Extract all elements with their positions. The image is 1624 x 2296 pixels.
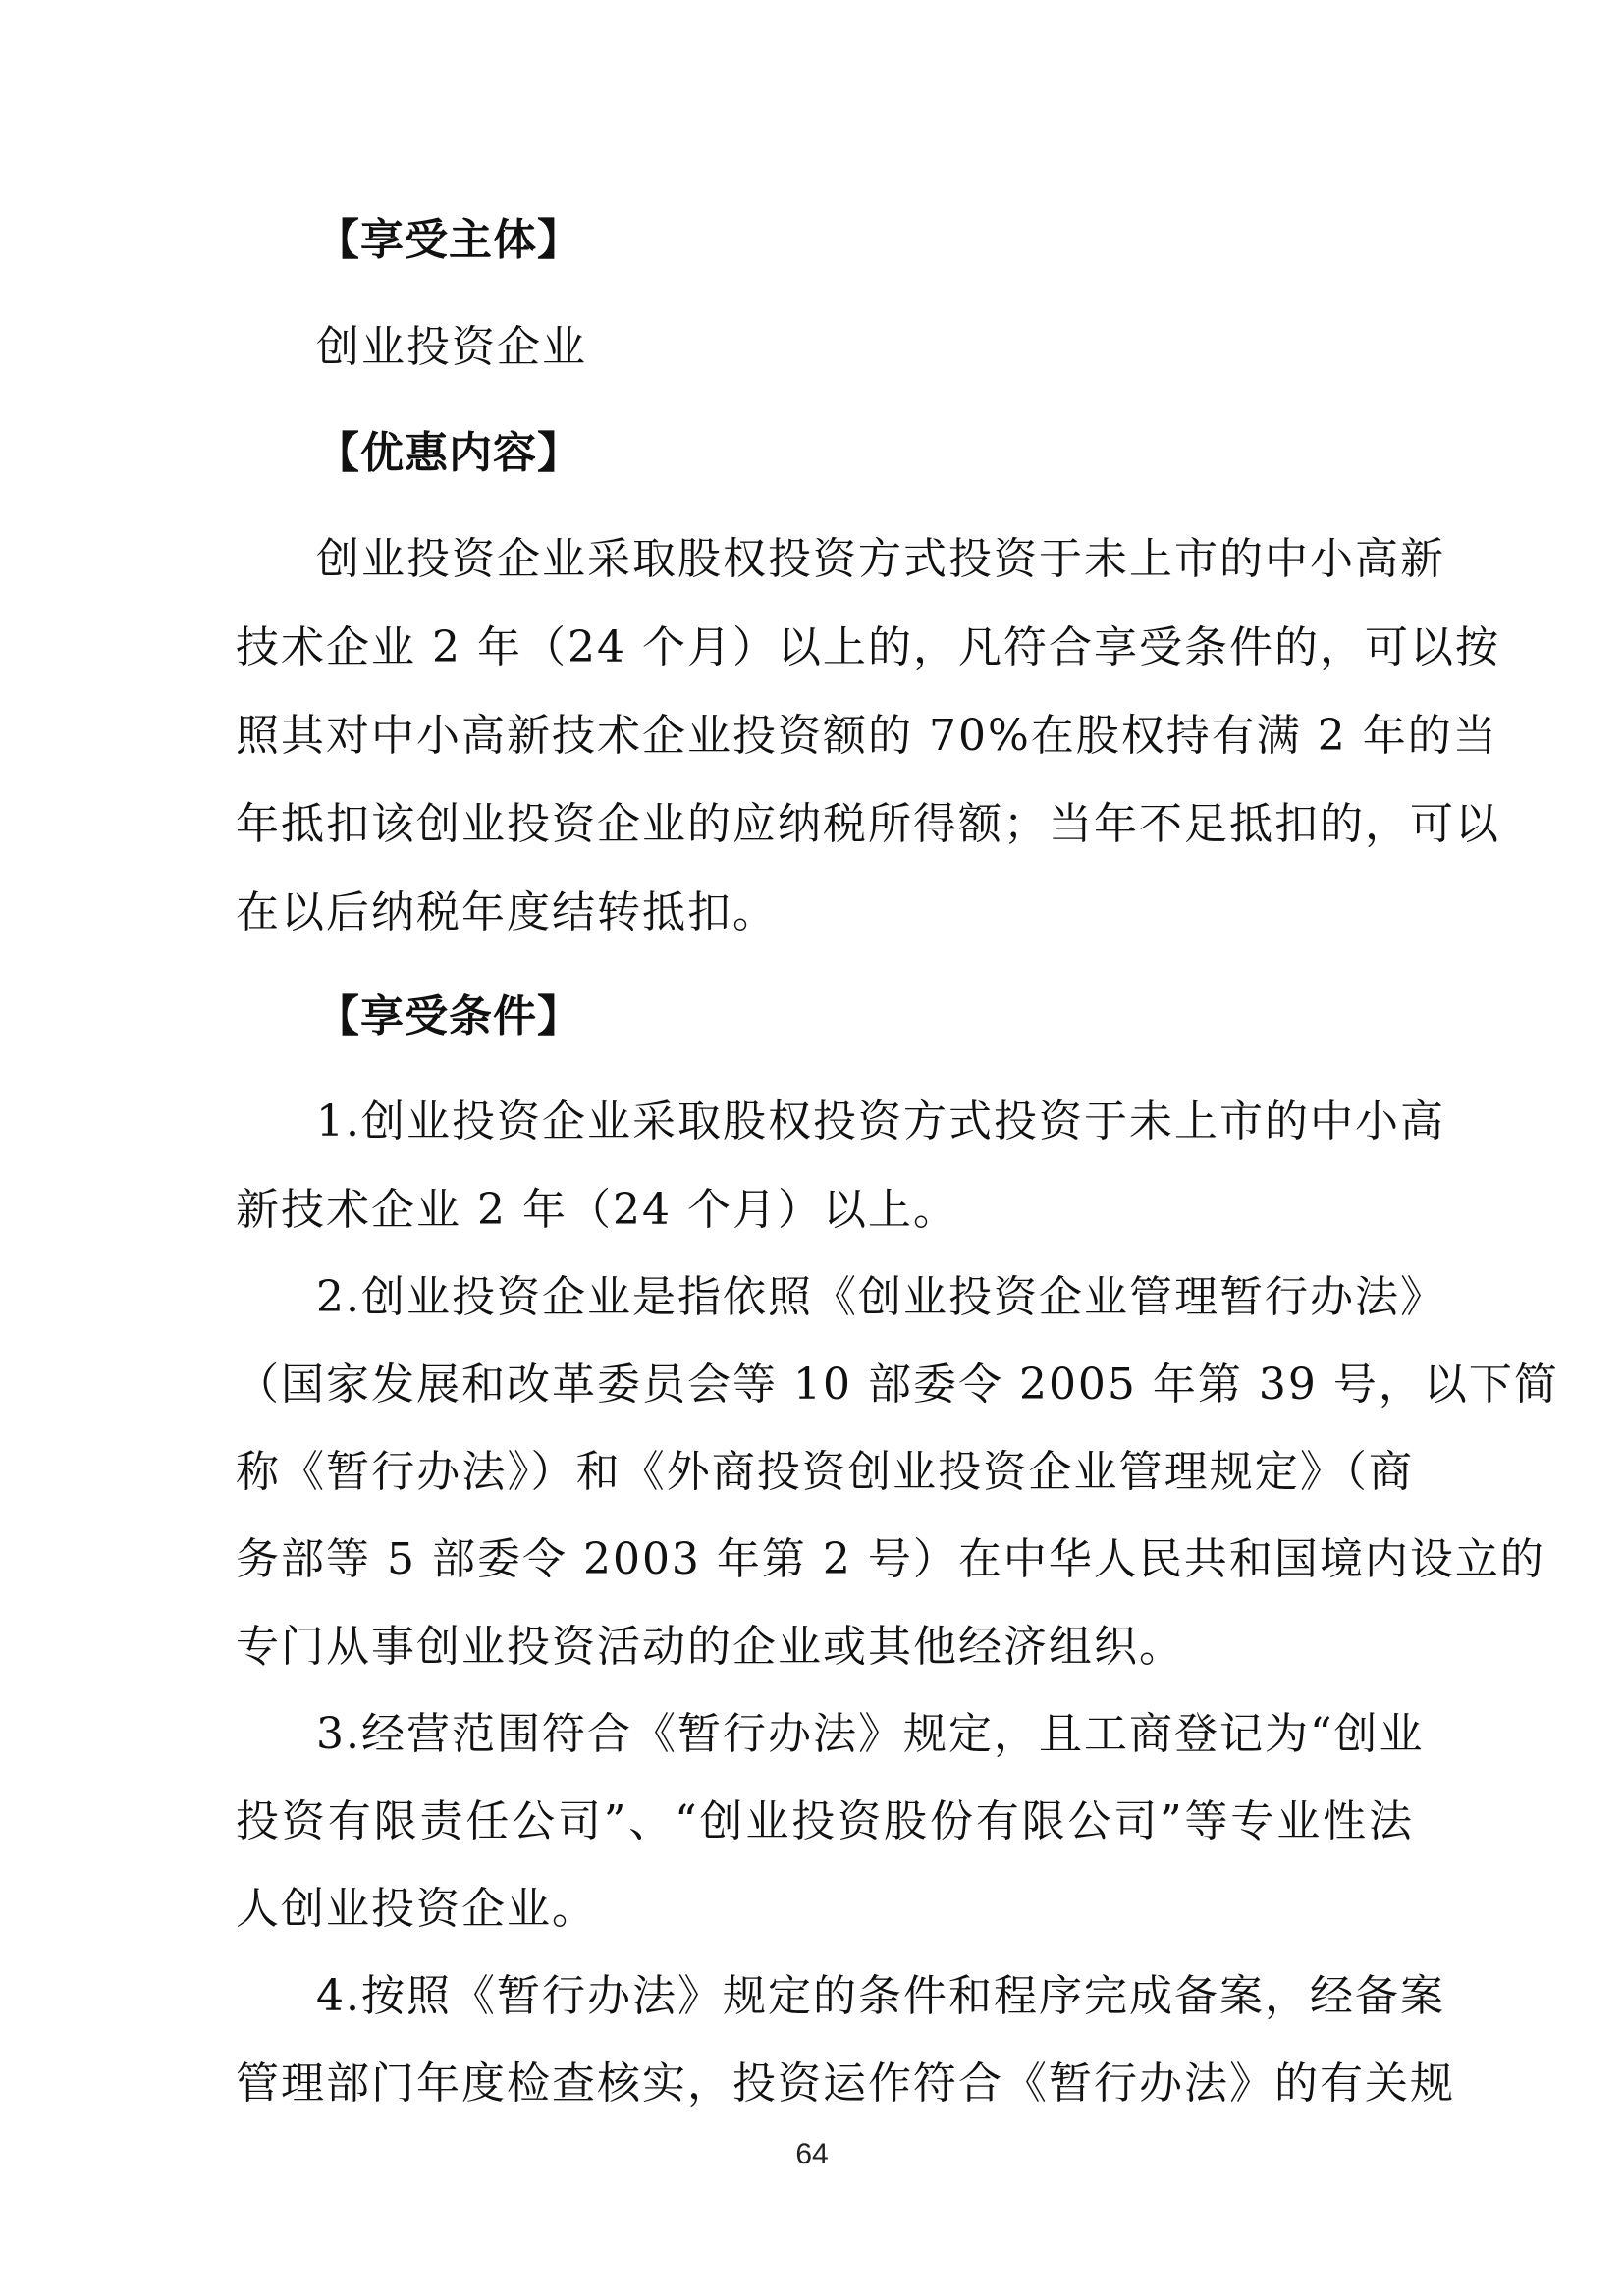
condition-4-line: 4.按照《暂行办法》规定的条件和程序完成备案，经备案: [316, 1971, 1445, 2021]
condition-3-line: 投资有限责任公司”、“创业投资股份有限公司”等专业性法: [236, 1796, 1414, 1846]
condition-2-line: 务部等 5 部委令 2003 年第 2 号）在中华人民共和国境内设立的: [236, 1534, 1545, 1584]
heading-conditions: 【享受条件】: [316, 991, 581, 1041]
benefit-line: 年抵扣该创业投资企业的应纳税所得额；当年不足抵扣的，可以: [236, 799, 1500, 849]
condition-1-line: 新技术企业 2 年（24 个月）以上。: [236, 1185, 958, 1235]
heading-benefit: 【优惠内容】: [316, 428, 581, 478]
heading-subject: 【享受主体】: [316, 215, 581, 265]
condition-2-line: 专门从事创业投资活动的企业或其他经济组织。: [236, 1622, 1184, 1672]
condition-2-line: 称《暂行办法》）和《外商投资创业投资企业管理规定》（商: [236, 1447, 1414, 1497]
condition-1-line: 1.创业投资企业采取股权投资方式投资于未上市的中小高: [316, 1096, 1445, 1147]
condition-4-line: 管理部门年度检查核实，投资运作符合《暂行办法》的有关规: [236, 2058, 1455, 2109]
benefit-line: 在以后纳税年度结转抵扣。: [236, 887, 778, 937]
benefit-line: 创业投资企业采取股权投资方式投资于未上市的中小高新: [316, 534, 1445, 584]
condition-3-line: 人创业投资企业。: [236, 1884, 597, 1934]
benefit-line: 照其对中小高新技术企业投资额的 70%在股权持有满 2 年的当: [236, 711, 1498, 761]
benefit-line: 技术企业 2 年（24 个月）以上的，凡符合享受条件的，可以按: [236, 622, 1500, 672]
condition-3-line: 3.经营范围符合《暂行办法》规定，且工商登记为“创业: [316, 1709, 1425, 1759]
condition-2-line: （国家发展和改革委员会等 10 部委令 2005 年第 39 号，以下简: [236, 1360, 1559, 1410]
condition-2-line: 2.创业投资企业是指依照《创业投资企业管理暂行办法》: [316, 1272, 1445, 1322]
page-number: 64: [795, 2138, 829, 2170]
subject-text: 创业投资企业: [316, 322, 587, 372]
